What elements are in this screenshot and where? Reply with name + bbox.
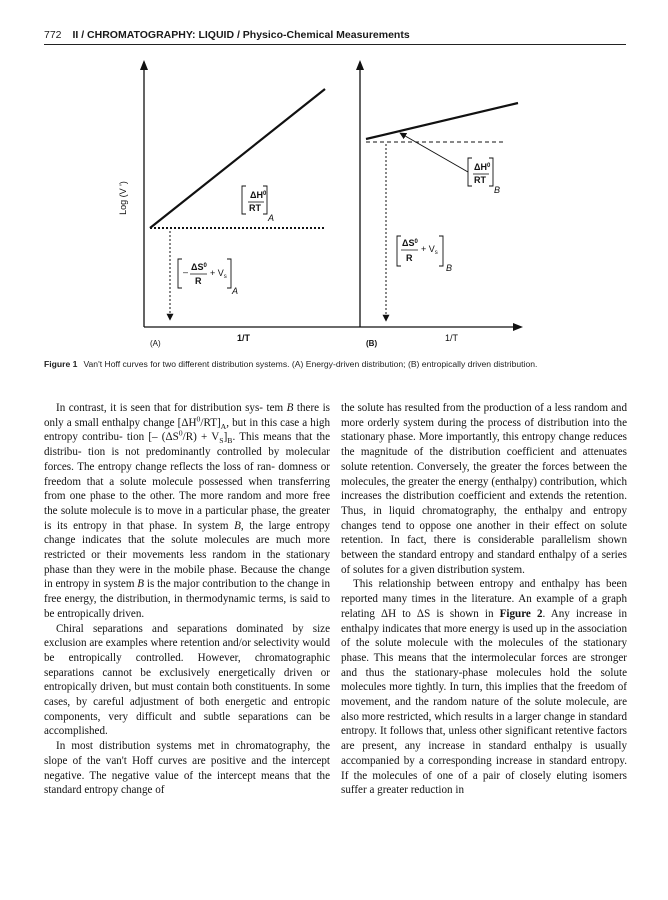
x-axis-label-A: 1/T [237, 333, 251, 343]
page-number: 772 [44, 29, 62, 41]
vant-hoff-line-A [150, 89, 325, 228]
right-paragraph-1: the solute has resulted from the production of a less random and more orderly system during the process of distribution into the stationary phase. More importantly, this entropy change reduces the magnitude of the distribution coefficient and attenuates solute retention. Conversely, the greater the forces between the molecules, the greater the energy (enthalpy) contribution, which increases the distribution coefficient and extends the retention. Thus, in liquid chromatography, the enthalpy and entropy changes tend to oppose one another in their effect on solute retention. In fact, there is considerable parallelism shown between the standard entropy and standard enthalpy of a series of solutes for a given distribution system. [341, 402, 627, 576]
y-axis-label: Log (V ʹ) [118, 181, 128, 215]
panel-label-A: (A) [150, 339, 161, 348]
x-axis-arrow [513, 323, 523, 331]
svg-text:RT: RT [474, 175, 486, 185]
y-axis-arrow-A [140, 60, 148, 70]
left-paragraph-3: In most distribution systems met in chromatography, the slope of the van't Hoff curves are positive and the intercept negative. The negative value of the intercept means that the standard entropy change of [44, 740, 330, 797]
caption-text: Van't Hoff curves for two different distribution systems. (A) Energy-driven distribution; (B) entropically driven distribution. [83, 359, 538, 369]
label-B-enthalpy [468, 158, 500, 195]
running-title: II / CHROMATOGRAPHY: LIQUID / Physico-Chemical Measurements [72, 29, 410, 41]
right-column [341, 401, 627, 798]
label-A-entropy [178, 259, 238, 296]
y-axis-arrow-B [356, 60, 364, 70]
svg-text:A: A [232, 286, 239, 296]
svg-text:R: R [195, 276, 202, 286]
right-paragraph-2: This relationship between entropy and enthalpy has been reported many times in the literature. An example of a graph relating ΔH to ΔS is shown in Figure 2. Any increase in enthalpy indicates that more energy is used up in the association of the solute molecule with the molecules of the stationary phase. This means that the intermolecular forces are stronger and thus the stationary-phase molecules hold the solute molecules more tightly. In turn, this implies that the freedom of movement, and the random nature of the solute molecule, are also more restricted, which results in a larger change in standard entropy. It follows that, unless other significant retentive factors are present, any increase in standard enthalpy is usually accompanied by a corresponding increase in standard entropy. If the molecules of one of a pair of closely eluting isomers suffer a greater reduction in [341, 578, 628, 797]
figure-2-reference[interactable]: Figure 2 [499, 607, 543, 620]
svg-text:ΔH0: $\Delta H^0$ [250, 190, 267, 200]
vant-hoff-figure [0, 0, 668, 360]
svg-text:+ Vs: + $V_s$ [421, 244, 438, 256]
svg-text:ΔS0: $\Delta S^0$ [402, 238, 418, 248]
left-paragraph-2: Chiral separations and separations dominated by size exclusion are examples where retention and/or selectivity would be entropically controlled. However, chromatographic separations cannot be exclusively energetically driven or entropically driven, but must contain both constituents. In some cases, by careful adjustment of both energetic and entropic components, very difficult and subtle separations can be accomplished. [44, 622, 330, 738]
left-paragraph-1: In contrast, it is seen that for distribution sys- tem B there is only a small enthalpy change $[\Delta H^0/RT]_A$, but in this case a high entropy contribu- tion [– $(\Delta S^0/R) + V_S]_B$. This means that the distribu- tion is not predominantly controlled by molecular forces. The entropy change reflects the loss of ran- domness or freedom that a solute molecule possessed when transferring from one phase to the other. The more random and more free the solute molecule is to move in a particular phase, the greater is its entropy in that phase. In system B, the large entropy change indicates that the solute molecules are much more restricted or their movements less random in the stationary phase than they were in the mobile phase. Because the change in entropy in system B is the major contribution to the change in free energy, the distribution, in thermodynamic terms, is said to be entropically driven. [44, 402, 331, 620]
svg-text:RT: RT [249, 203, 261, 213]
svg-text:ΔS0: $\Delta S^0$ [191, 262, 207, 272]
label-B-entropy [397, 236, 452, 273]
svg-text:R: R [406, 253, 413, 263]
figure-label: Figure 1 [44, 359, 78, 369]
svg-text:ΔH0: $\Delta H^0$ [474, 162, 491, 172]
panel-label-B: (B) [366, 339, 378, 348]
x-axis-label-B: 1/T [445, 333, 459, 343]
left-column [44, 401, 330, 798]
svg-text:–: – [183, 267, 189, 277]
svg-text:+ Vs: + $V_s$ [210, 268, 227, 280]
vant-hoff-line-B [366, 103, 518, 139]
figure-caption [44, 359, 634, 369]
enthalpy-pointer-B [400, 133, 468, 172]
label-A-enthalpy [242, 186, 274, 223]
subscript-A: A [268, 213, 275, 223]
svg-text:B: B [446, 263, 453, 273]
subscript-B: B [494, 185, 501, 195]
